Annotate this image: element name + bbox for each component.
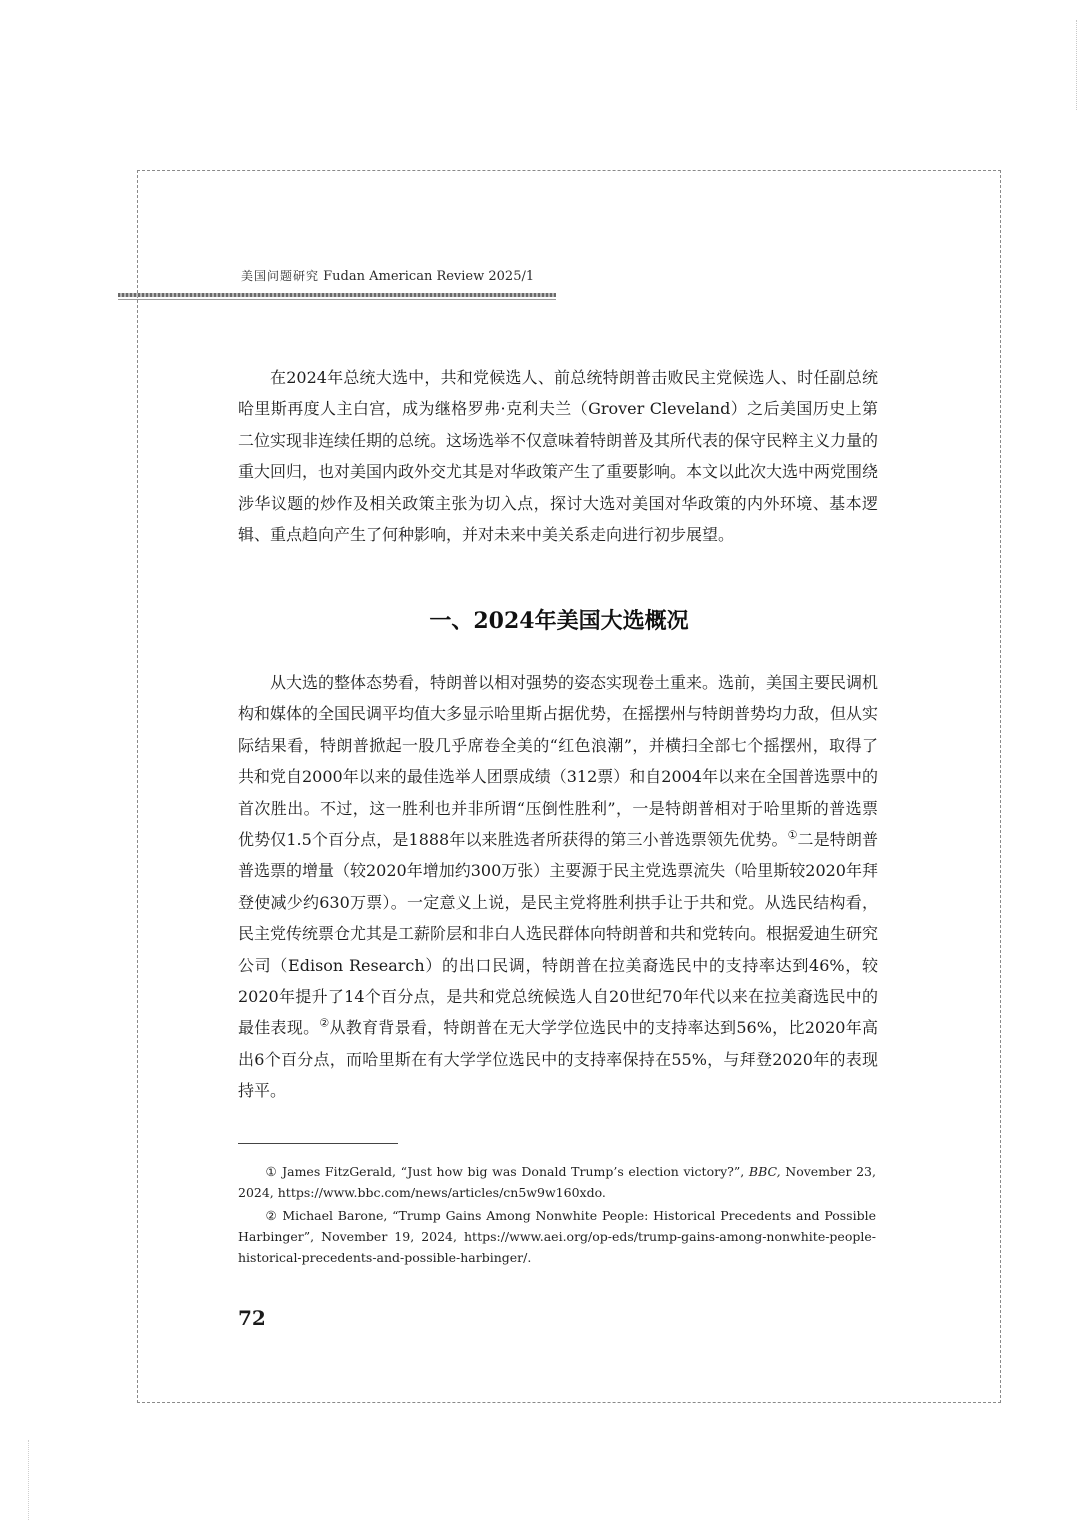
scan-edge-mark [1076,20,1078,110]
footnote-title: “Just how big was Donald Trump’s election victory?”, [400,1164,745,1179]
footnote-title: “Trump Gains Among Nonwhite People: Historical Precedents and Possible Harbinger”, [238,1208,876,1244]
section-paragraph [238,667,878,1107]
footnote-ref-1[interactable]: ① [787,828,798,842]
footnote-ref-2[interactable]: ② [319,1017,330,1031]
footnote-details: November 23, 2024, https://www.bbc.com/news/articles/cn5w9w160xdo. [238,1164,876,1200]
paragraph-text: 二是特朗普普选票的增量（较2020年增加约300万张）主要源于民主党选票流失（哈里斯较2020年拜登使减少约630万票）。一定意义上说，是民主党将胜利拱手让于共和党。从选民结构看，民主党传统票仓尤其是工薪阶层和非白人选民群体向特朗普和共和党转向。根据爱迪生研究公司（Edison Research）的出口民调，特朗普在拉美裔选民中的支持率达到46%，较2020年提升了14个百分点，是共和党总统候选人自20世纪70年代以来在拉美裔选民中的最佳表现。 [238,830,879,1038]
footnote-rule [238,1143,398,1144]
header-rule-thin [118,299,556,300]
footnote-details: November 19, 2024, https://www.aei.org/op-eds/trump-gains-among-nonwhite-people-historical-precedents-and-possible-harbinger/. [238,1229,876,1265]
footnote-1 [238,1161,876,1203]
section-heading: 一、2024年美国大选概况 [429,608,689,634]
intro-paragraph: 在2024年总统大选中，共和党候选人、前总统特朗普击败民主党候选人、时任副总统哈里斯再度人主白宫，成为继格罗弗·克利夫兰（Grover Cleveland）之后美国历史上第二位实现非连续任期的总统。这场选举不仅意味着特朗普及其所代表的保守民粹主义力量的重大回归，也对美国内政外交尤其是对华政策产生了重要影响。本文以此次大选中两党围绕涉华议题的炒作及相关政策主张为切入点，探讨大选对美国对华政策的内外环境、基本逻辑、重点趋向产生了何种影响，并对未来中美关系走向进行初步展望。 [238,368,879,545]
journal-name-en: Fudan American Review 2025/1 [323,269,535,284]
footnote-author: James FitzGerald, [282,1164,396,1179]
page-number: 72 [238,1306,266,1330]
paragraph-text: 从大选的整体态势看，特朗普以相对强势的姿态实现卷土重来。选前，美国主要民调机构和媒体的全国民调平均值大多显示哈里斯占据优势，在摇摆州与特朗普势均力敌，但从实际结果看，特朗普掀起一股几乎席卷全美的“红色浪潮”，并横扫全部七个摇摆州，取得了共和党自2000年以来的最佳选举人团票成绩（312票）和自2004年以来在全国普选票中的首次胜出。不过，这一胜利也并非所谓“压倒性胜利”，一是特朗普相对于哈里斯的普选票优势仅1.5个百分点，是1888年以来胜选者所获得的第三小普选票领先优势。 [238,673,879,850]
running-head [241,267,534,284]
footnote-author: Michael Barone, [282,1208,388,1223]
footnote-mark: ② [265,1208,278,1223]
scan-edge-mark [28,1440,30,1520]
footnote-source: BBC, [748,1164,781,1179]
paragraph-text: 从教育背景看，特朗普在无大学学位选民中的支持率达到56%，比2020年高出6个百分点，而哈里斯在有大学学位选民中的支持率保持在55%，与拜登2020年的表现持平。 [238,1018,878,1101]
footnote-2 [238,1205,876,1268]
journal-name-cn: 美国问题研究 [241,269,320,283]
footnote-mark: ① [265,1164,278,1179]
header-rule [118,293,556,297]
